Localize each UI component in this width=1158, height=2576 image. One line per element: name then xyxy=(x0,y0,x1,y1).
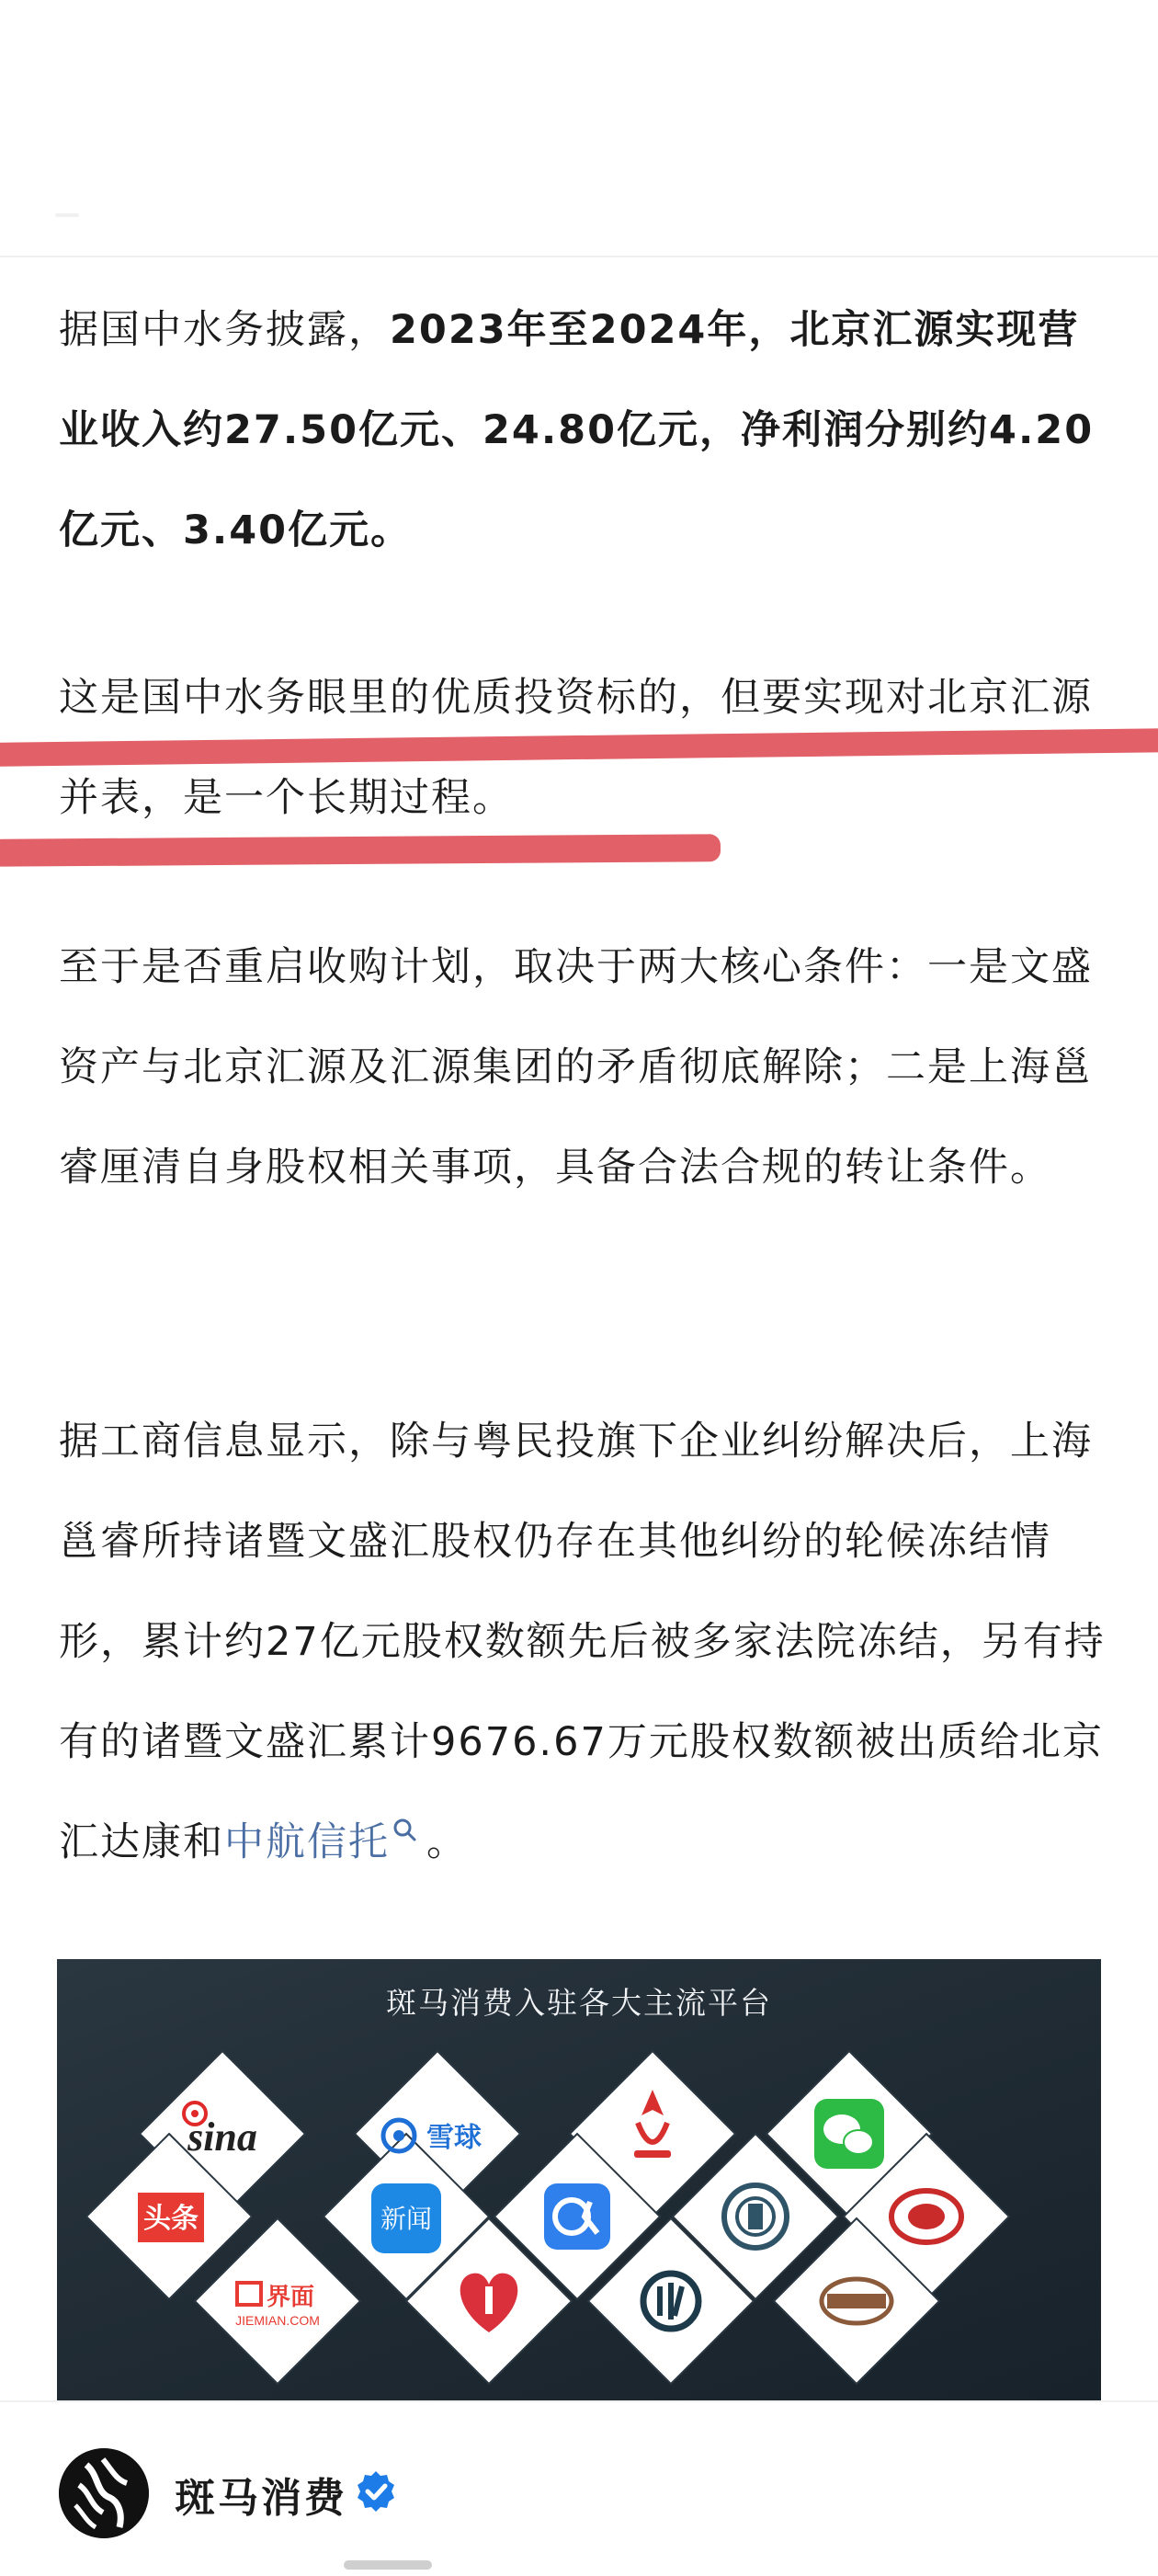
link-zhonghang-trust[interactable]: 中航信托 xyxy=(224,1819,390,1865)
paragraph-revenue xyxy=(59,280,1107,581)
paragraph-revenue-intro: 据国中水务披露， xyxy=(59,307,390,353)
paragraph-equity-freeze xyxy=(59,1392,1107,1893)
account-name[interactable]: 斑马消费 xyxy=(175,2475,347,2522)
avatar[interactable] xyxy=(59,2448,149,2538)
sina-logo-text: sina xyxy=(187,2114,257,2160)
ok-logo xyxy=(544,2183,610,2250)
banner-title: 斑马消费入驻各大主流平台 xyxy=(386,1985,772,2021)
paragraph-end-mark: 。 xyxy=(426,1819,468,1865)
home-indicator xyxy=(344,2560,432,2570)
paragraph-revenue-figures: 2023年至2024年，北京汇源实现营业收入约27.50亿元、24.80亿元，净利润分别约4.20亿元、3.40亿元。 xyxy=(59,307,1095,553)
paragraph-equity-freeze-text: 据工商信息显示，除与粤民投旗下企业纠纷解决后，上海邕睿所持诸暨文盛汇股权仍存在其他纠纷的轮候冻结情形，累计约27亿元股权数额先后被多家法院冻结，另有持有的诸暨文盛汇累计9676.67万元股权数额被出质给北京汇达康和 xyxy=(59,1419,1106,1865)
zebra-icon xyxy=(59,2448,149,2538)
paragraph-investment-target: 这是国中水务眼里的优质投资标的，但要实现对北京汇源并表，是一个长期过程。 xyxy=(59,675,1093,821)
jiemian-logo-text: 界面 xyxy=(267,2284,315,2311)
wechat-logo xyxy=(814,2099,884,2169)
news-app-logo xyxy=(371,2183,441,2253)
faint-mark xyxy=(55,213,79,217)
account-bar[interactable] xyxy=(0,2400,1158,2576)
top-blank-area xyxy=(0,0,1158,254)
search-icon[interactable] xyxy=(390,1793,421,1839)
platform-banner-image[interactable] xyxy=(57,1959,1101,2400)
verified-icon xyxy=(353,2468,399,2514)
dark-circle-logo xyxy=(643,2274,698,2329)
xueqiu-logo-text: 雪球 xyxy=(426,2122,482,2154)
toutiao-logo-text: 头条 xyxy=(143,2203,199,2235)
top-divider xyxy=(0,256,1158,257)
jiemian-logo-subtext: JIEMIAN.COM xyxy=(235,2313,320,2328)
toutiao-logo xyxy=(138,2193,204,2242)
paragraph-acquisition-conditions: 至于是否重启收购计划，取决于两大核心条件：一是文盛资产与北京汇源及汇源集团的矛盾彻底解除；二是上海邕睿厘清自身股权相关事项，具备合法合规的转让条件。 xyxy=(59,944,1093,1191)
banner-logo-grid xyxy=(57,1959,1101,2400)
news-app-logo-text: 新闻 xyxy=(380,2204,433,2234)
